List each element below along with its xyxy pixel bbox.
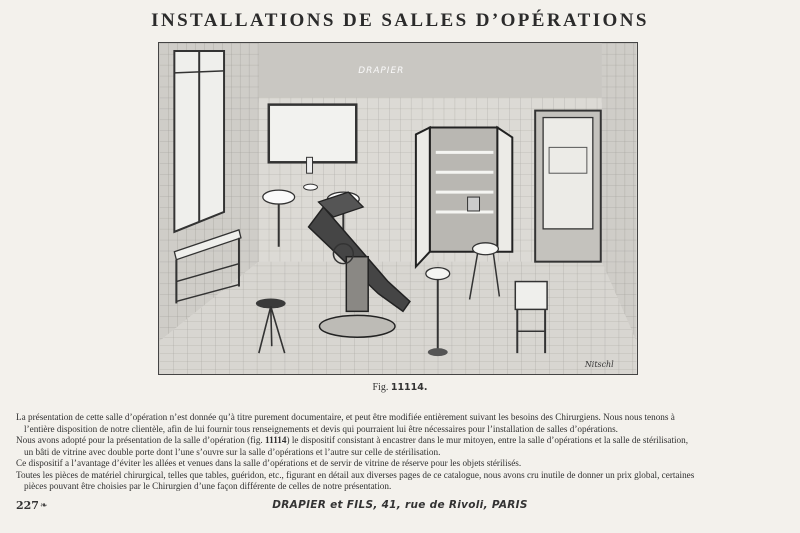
figure-label: Fig. — [372, 382, 389, 393]
paragraph-2-figure-ref: 11114 — [265, 435, 287, 445]
paragraph-2-line-1-end: ) le dispositif consistant à encastrer dans le mur mitoyen, entre la salle d’opérations et la salle de stérilisation, — [286, 435, 689, 445]
figure-caption — [0, 382, 800, 393]
page-title: INSTALLATIONS DE SALLES D’OPÉRATIONS — [151, 10, 649, 31]
paragraph-1-line-2: l’entière disposition de notre clientèle, afin de lui fournir tous renseignements et devis qui pourraient lui être nécessaires pour l’installation de salles d’opérations. — [24, 423, 618, 434]
operating-room-illustration — [158, 42, 638, 375]
page-number: 227 — [16, 499, 39, 512]
paragraph-2-line-2: un bâti de vitrine avec double porte dont l’une s’ouvre sur la salle d’opérations et l’autre sur celle de stérilisation. — [24, 446, 441, 457]
wall-sign-text: DRAPIER — [358, 65, 405, 76]
artist-signature: Nitschl — [584, 360, 614, 370]
paragraph-4 — [16, 470, 788, 493]
company-address: DRAPIER et FILS, 41, rue de Rivoli, PARIS — [272, 499, 528, 511]
paragraph-3: Ce dispositif a l’avantage d’éviter les allées et venues dans la salle d’opérations et de servir de vitrine de réserve pour les objets stérilisés. — [16, 458, 522, 468]
footer-ornament: ❧ — [40, 501, 48, 511]
paragraph-1-line-1: La présentation de cette salle d’opération n’est donnée qu’à titre purement documentaire, et peut être modifiée entièrement suivant les besoins des Chirurgiens. Nous nous tenons à — [16, 412, 675, 422]
paragraph-4-line-1: Toutes les pièces de matériel chirurgical, telles que tables, guéridon, etc., figurant en détail aux diverses pages de ce catalogue, nous avons cru inutile de donner un prix global, certaines — [16, 469, 695, 480]
operating-room-drawing — [159, 43, 637, 374]
paragraph-4-line-2: pièces pouvant être choisies par le Chirurgien d’une façon différente de celles de notre présentation. — [24, 481, 392, 491]
figure-number: 11114. — [390, 382, 428, 393]
paragraph-2 — [16, 435, 788, 458]
paragraph-1 — [16, 412, 788, 435]
paragraph-2-line-1-start: Nous avons adopté pour la présentation de la salle d’opération (fig. — [16, 435, 263, 445]
description-text — [16, 412, 788, 493]
